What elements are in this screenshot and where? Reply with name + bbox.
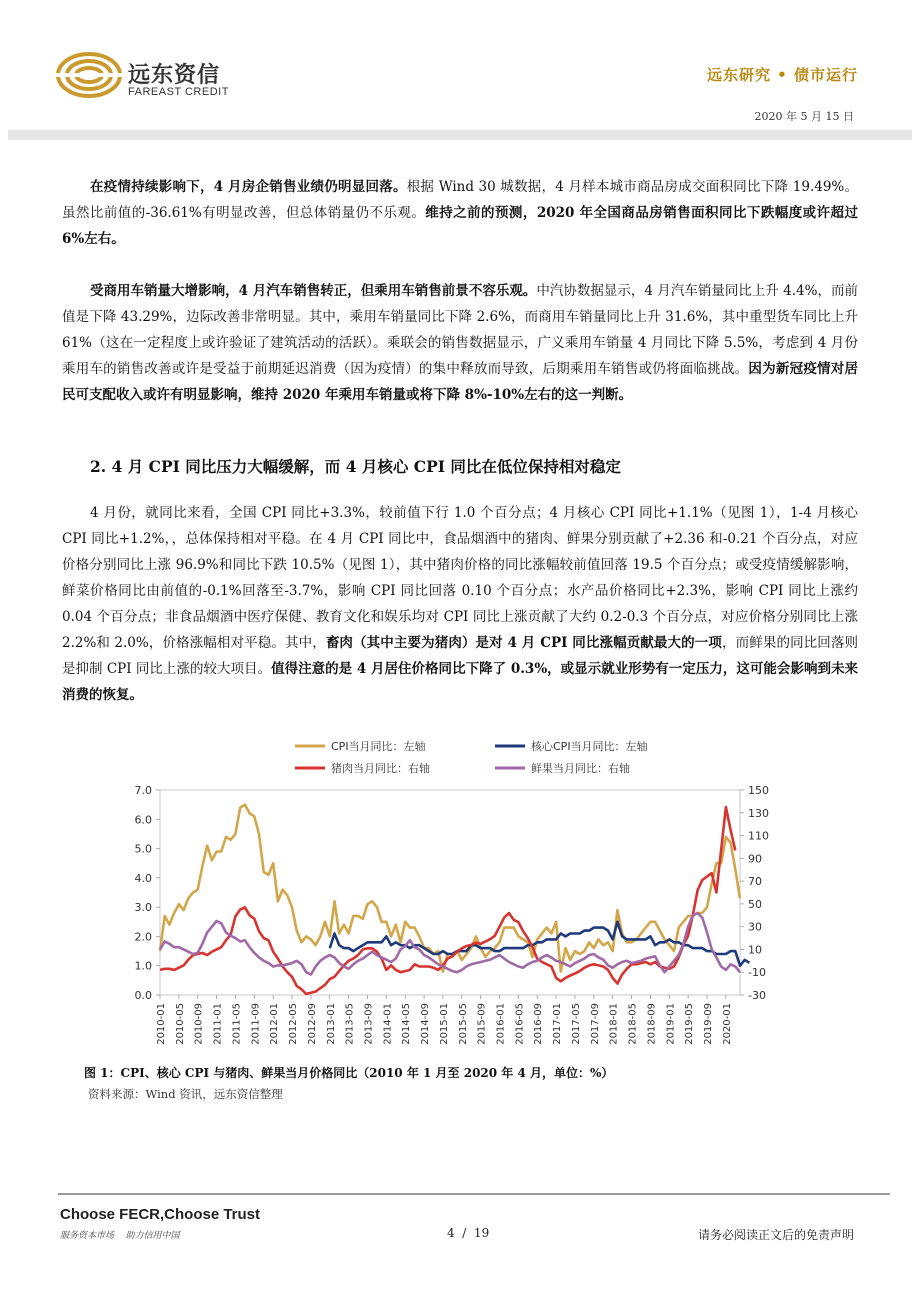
p1-bold-2: 维持之前的预测，2020 年全国商品房销售面积同比下跌幅度或许超过 6%左右。 xyxy=(62,205,858,247)
legend-label: 猪肉当月同比：右轴 xyxy=(331,762,430,775)
left-tick-label: 6.0 xyxy=(134,813,152,827)
x-tick-label: 2010-01 xyxy=(156,1003,167,1045)
right-tick-label: 70 xyxy=(748,875,762,889)
footer-disclaimer: 请务必阅读正文后的免责声明 xyxy=(697,1228,854,1242)
right-tick-label: 130 xyxy=(748,806,769,820)
footer-rule xyxy=(58,1193,890,1195)
x-tick-label: 2016-05 xyxy=(514,1003,526,1045)
p3-text-1: 4 月份，就同比来看，全国 CPI 同比+3.3%，较前值下行 1.0 个百分点；4 月核心 CPI 同比+1.1%（见图 1），1-4 月核心 CPI 同比+1.2%，，总体保持相对平稳。在 4 月 CPI 同比中，食品烟酒中的猪肉、鲜果分别贡献了+2.36 和-0.21 个百分点，对应价格分别同比上涨 96.9%和同比下跌 10.5%（见图 1），其中猪肉价格的同比涨幅较前值回落 19.5 个百分点；或受疫情缓解影响，鲜菜价格同比由前值的-0.1%回落至-3.7%，影响 CPI 同比回落 0.10 个百分点；水产品价格同比+2.3%，影响 CPI 同比上涨约 0.04 个百分点；非食品烟酒中医疗保健、教育文化和娱乐均对 CPI 同比上涨贡献了大约 0.2-0.3 个百分点，对应价格分别同比上涨 2.2%和 2.0%，价格涨幅相对平稳。其中， xyxy=(62,505,858,651)
x-tick-label: 2017-09 xyxy=(589,1003,601,1045)
p3-bold-1: 畜肉（其中主要为猪肉）是对 4 月 CPI 同比涨幅贡献最大的一项 xyxy=(325,635,722,651)
x-tick-label: 2010-05 xyxy=(174,1003,186,1045)
legend-label: 鲜果当月同比：右轴 xyxy=(531,762,630,775)
p2-text-1: 中汽协数据显示，4 月汽车销量同比上升 4.4%，而前值是下降 43.29%，边际改善非常明显。其中，乘用车销量同比下降 2.6%，而商用车销量同比上升 31.6%，其中重型货车同比上升 61%（这在一定程度上或许验证了建筑活动的活跃）。乘联会的销售数据显示，广义乘用车销量 4 月同比下降 5.5%，考虑到 4 月份乘用车的销售改善或许是受益于前期延迟消费（因为疫情）的集中释放而导致，后期乘用车销售或仍将面临挑战。 xyxy=(62,283,859,377)
right-tick-label: 10 xyxy=(748,943,762,957)
x-tick-label: 2016-09 xyxy=(533,1003,545,1045)
x-tick-label: 2012-01 xyxy=(269,1003,281,1045)
report-date: 2020 年 5 月 15 日 xyxy=(754,110,854,123)
x-tick-label: 2014-01 xyxy=(382,1003,394,1045)
x-tick-label: 2016-01 xyxy=(495,1003,507,1045)
footer-slogan-cn: 服务资本市场 助力信用中国 xyxy=(60,1231,180,1241)
legend-label: 核心CPI当月同比：左轴 xyxy=(531,740,648,753)
x-tick-label: 2014-05 xyxy=(401,1003,413,1045)
paragraph-cpi xyxy=(62,500,858,708)
x-tick-label: 2011-01 xyxy=(212,1003,224,1045)
p1-bold-1: 在疫情持续影响下，4 月房企销售业绩仍明显回落。 xyxy=(90,179,407,195)
header xyxy=(0,0,920,140)
fareast-logo-icon xyxy=(56,50,122,100)
section-heading: 2. 4 月 CPI 同比压力大幅缓解，而 4 月核心 CPI 同比在低位保持相对稳定 xyxy=(90,457,621,476)
x-tick-label: 2010-09 xyxy=(193,1003,205,1045)
left-tick-label: 4.0 xyxy=(134,871,152,885)
series-title: 远东研究 • 债市运行 xyxy=(706,66,858,84)
paragraph-auto-sales xyxy=(62,278,858,408)
left-tick-label: 2.0 xyxy=(134,930,152,944)
right-tick-label: 150 xyxy=(748,784,769,797)
right-tick-label: 50 xyxy=(748,897,762,911)
p3-text-2: ，而鲜果的同比回落则是抑制 CPI 同比上涨的较大项目。 xyxy=(62,635,859,677)
right-tick-label: 90 xyxy=(748,852,762,866)
right-tick-label: -30 xyxy=(748,989,766,1002)
x-tick-label: 2013-01 xyxy=(325,1003,337,1045)
x-tick-label: 2013-05 xyxy=(344,1003,356,1045)
footer-slogan-en: Choose FECR,Choose Trust xyxy=(60,1206,261,1223)
x-tick-label: 2013-09 xyxy=(363,1003,375,1045)
x-tick-label: 2018-01 xyxy=(608,1003,620,1045)
x-tick-label: 2011-05 xyxy=(231,1003,243,1045)
x-tick-label: 2011-09 xyxy=(250,1003,262,1045)
p3-bold-2: 值得注意的是 4 月居住价格同比下降了 0.3%，或显示就业形势有一定压力，这可能会影响到未来消费的恢复。 xyxy=(62,661,859,703)
page-number: 4 / 19 xyxy=(447,1226,490,1240)
x-tick-label: 2015-05 xyxy=(457,1003,469,1045)
x-tick-label: 2019-05 xyxy=(684,1003,696,1045)
right-tick-label: 30 xyxy=(748,920,762,934)
right-tick-label: 110 xyxy=(748,829,769,843)
x-tick-label: 2012-09 xyxy=(306,1003,318,1045)
x-tick-label: 2015-09 xyxy=(476,1003,488,1045)
figure-source: 资料来源：Wind 资讯，远东资信整理 xyxy=(88,1087,283,1101)
series-line xyxy=(160,807,735,994)
p2-bold-2: 因为新冠疫情对居民可支配收入或许有明显影响，维持 2020 年乘用车销量或将下降 8%-10%左右的这一判断。 xyxy=(62,361,859,403)
p1-text-1: 根据 Wind 30 城数据，4 月样本城市商品房成交面积同比下降 19.49%。虽然比前值的-36.61%有明显改善，但总体销量仍不乐观。 xyxy=(62,179,858,221)
logo-en: FAREAST CREDIT xyxy=(128,86,229,98)
left-tick-label: 5.0 xyxy=(134,842,152,856)
legend-label: CPI当月同比：左轴 xyxy=(331,740,426,753)
p2-bold-1: 受商用车销量大增影响，4 月汽车销售转正，但乘用车销售前景不容乐观。 xyxy=(90,283,537,299)
x-tick-label: 2012-05 xyxy=(288,1003,300,1045)
x-tick-label: 2019-09 xyxy=(702,1003,714,1045)
x-tick-label: 2017-05 xyxy=(570,1003,582,1045)
header-band xyxy=(8,130,912,140)
chart-legend xyxy=(295,739,648,775)
x-tick-label: 2017-01 xyxy=(552,1003,564,1045)
figure-caption: 图 1：CPI、核心 CPI 与猪肉、鲜果当月价格同比（2010 年 1 月至 2020 年 4 月，单位：%） xyxy=(84,1066,614,1080)
x-tick-label: 2015-01 xyxy=(438,1003,450,1045)
x-tick-label: 2020-01 xyxy=(721,1003,733,1045)
x-tick-label: 2018-05 xyxy=(627,1003,639,1045)
logo-cn: 远东资信 xyxy=(128,63,221,88)
series-line xyxy=(160,805,740,972)
x-tick-label: 2014-09 xyxy=(420,1003,432,1045)
left-tick-label: 3.0 xyxy=(134,901,152,915)
x-tick-label: 2018-09 xyxy=(646,1003,658,1045)
paragraph-real-estate xyxy=(62,174,858,252)
cpi-chart xyxy=(100,728,800,1058)
x-tick-label: 2019-01 xyxy=(665,1003,677,1045)
right-tick-label: -10 xyxy=(748,966,766,980)
left-tick-label: 0.0 xyxy=(134,989,152,1002)
left-tick-label: 1.0 xyxy=(134,959,152,973)
left-tick-label: 7.0 xyxy=(134,784,152,797)
